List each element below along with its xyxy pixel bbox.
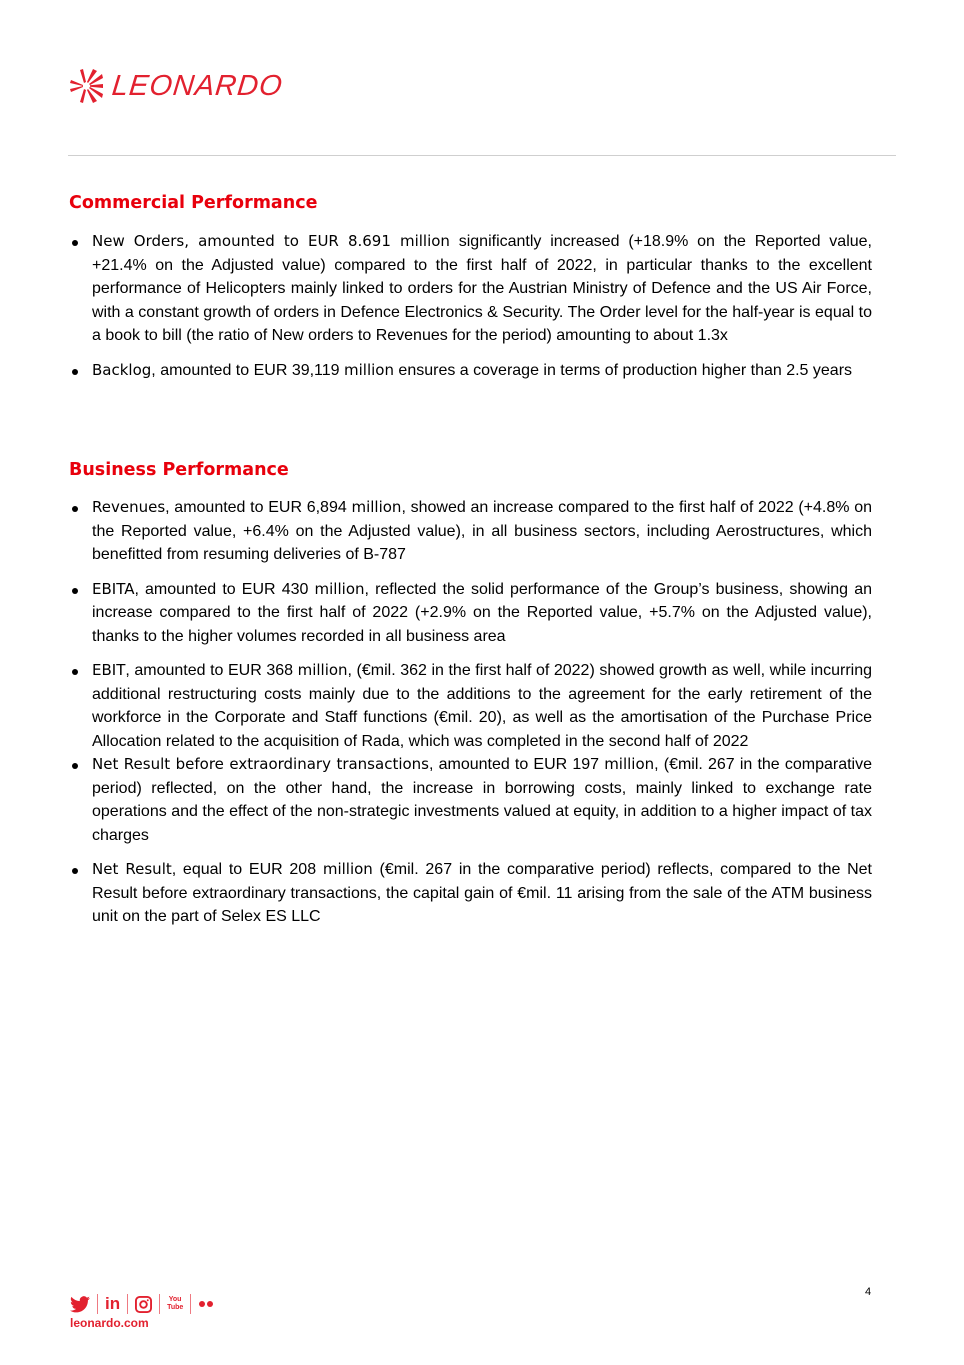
term: Net Result xyxy=(92,860,172,878)
term: Backlog xyxy=(92,360,152,379)
term: Revenues xyxy=(92,498,166,516)
text: , equal to EUR 208 xyxy=(171,861,323,878)
bullet-ebita xyxy=(69,578,872,649)
logo-text: LEONARDO xyxy=(110,69,285,102)
commercial-bullets xyxy=(69,230,872,393)
text: (€mil. 267 in the comparative period) reflects, compared to the Net Result before extraordinary transactions, the capital gain of €mil. 11 arising from the sale of the ATM business unit on the part of Selex ES LLC xyxy=(92,861,873,925)
divider xyxy=(190,1294,191,1314)
bullet-new-orders xyxy=(69,230,872,348)
page-number: 4 xyxy=(865,1286,872,1298)
instagram-icon[interactable] xyxy=(135,1296,152,1313)
divider xyxy=(97,1294,98,1314)
term: EBITA xyxy=(92,579,135,598)
bullet-revenues xyxy=(69,496,872,567)
text: significantly increased (+18.9% on the Reported value, +21.4% on the Adjusted value) compared to the first half of 2022, in particular thanks to the excellent performance of Helicopters mainly linked to orders for the Austrian Ministry of Defence and the US Air Force, with a constant growth of orders in Defence Electronics & Security. The Order level for the half-year is equal to a book to bill (the ratio of New orders to Revenues for the period) amounting to about 1.3x xyxy=(92,233,872,344)
youtube-icon[interactable]: You Tube xyxy=(167,1296,184,1311)
text: , amounted to EUR 197 xyxy=(429,756,605,773)
bullet-ebit xyxy=(69,659,872,753)
social-icons xyxy=(70,1294,214,1314)
text: , showed an increase compared to the first half of 2022 (+4.8% on the Reported value, +6.4% on the Adjusted value), in all business sectors, including Aerostructures, which benefitted from resuming deliveries of B-787 xyxy=(92,499,873,563)
website-link[interactable]: leonardo.com xyxy=(70,1316,149,1330)
flickr-icon[interactable] xyxy=(198,1300,214,1308)
term: Net Result before extraordinary transactions xyxy=(92,755,429,773)
divider xyxy=(127,1294,128,1314)
text: , reflected the solid performance of the Group’s business, showing an increase compared to the first half of 2022 (+2.9% on the Reported value, +5.7% on the Adjusted value), thanks to the higher volumes recorded in all business area xyxy=(92,580,872,645)
term: million xyxy=(297,661,348,679)
term: million xyxy=(344,360,394,379)
term: million xyxy=(351,498,402,516)
term: million xyxy=(604,755,655,773)
term: million xyxy=(314,579,365,598)
header-divider xyxy=(68,155,896,156)
section-title-commercial: Commercial Performance xyxy=(69,193,318,213)
text: , (€mil. 362 in the first half of 2022) showed growth as well, while incurring additional restructuring costs mainly due to the additions to the agreement for the early retirement of the workforce in the Corporate and Staff functions (€mil. 20), as well as the amortisation of the Purchase Price Allocation related to the acquisition of Rada, which was completed in the second half of 2022 xyxy=(92,662,873,750)
text: , amounted to EUR 6,894 xyxy=(165,499,352,516)
linkedin-icon[interactable]: in xyxy=(105,1294,121,1313)
bullet-net-result xyxy=(69,858,872,929)
business-bullets xyxy=(69,496,872,940)
twitter-icon[interactable] xyxy=(70,1296,90,1313)
text: , amounted to EUR 368 xyxy=(125,662,298,679)
bullet-backlog xyxy=(69,359,872,383)
leonardo-star-icon xyxy=(68,68,104,104)
text: , amounted to EUR 39,119 xyxy=(151,361,345,379)
text: , amounted to EUR 430 xyxy=(134,580,315,598)
term: EBIT xyxy=(92,661,126,679)
footer xyxy=(70,1294,214,1330)
text: ensures a coverage in terms of production higher than 2.5 years xyxy=(393,361,853,379)
term: million xyxy=(322,860,373,878)
bullet-net-result-before xyxy=(69,753,872,847)
text: , (€mil. 267 in the comparative period) reflected, on the other hand, the increase in borrowing costs, mainly linked to exchange rate operations and the effect of the non-strategic investments valued at equity, in addition to a higher impact of tax charges xyxy=(92,756,873,844)
section-title-business: Business Performance xyxy=(69,460,289,480)
term: New Orders, amounted to EUR 8.691 million xyxy=(92,232,450,250)
divider xyxy=(159,1294,160,1314)
leonardo-logo xyxy=(68,68,283,104)
